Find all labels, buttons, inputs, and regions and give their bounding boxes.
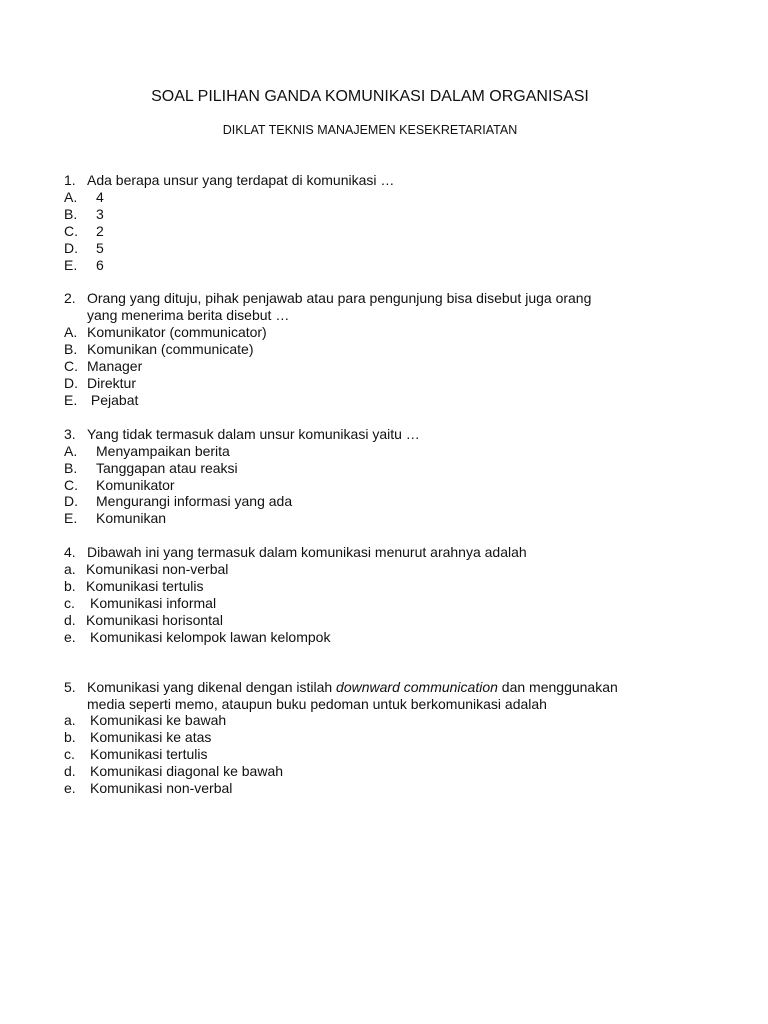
option-d[interactable] <box>64 375 724 392</box>
question-text: Yang tidak termasuk dalam unsur komunikasi yaitu … <box>87 425 420 442</box>
question-number: 4. <box>64 544 76 561</box>
option-letter: B. <box>64 459 78 476</box>
option-c[interactable] <box>64 595 724 612</box>
option-text: Direktur <box>87 374 137 391</box>
option-a[interactable] <box>64 561 724 578</box>
option-text: Komunikasi diagonal ke bawah <box>90 763 284 780</box>
option-text: Komunikasi tertulis <box>90 746 208 763</box>
option-letter: B. <box>64 205 78 222</box>
option-c[interactable] <box>64 358 724 375</box>
option-letter: D. <box>64 239 78 256</box>
question-text-end: dan menggunakan <box>497 678 618 695</box>
option-text: Pejabat <box>87 391 139 408</box>
option-text: 2 <box>96 222 104 239</box>
question-4 <box>64 544 724 645</box>
option-d[interactable] <box>64 612 724 629</box>
option-letter: A. <box>64 324 78 341</box>
option-letter: e. <box>64 628 76 645</box>
question-text <box>87 679 618 696</box>
option-letter: B. <box>64 341 78 358</box>
document-subtitle: DIKLAT TEKNIS MANAJEMEN KESEKRETARIATAN <box>222 123 518 137</box>
option-a[interactable] <box>64 443 724 460</box>
question-text-continued: media seperti memo, ataupun buku pedoman untuk berkomunikasi adalah <box>87 695 547 712</box>
option-b[interactable] <box>64 460 724 477</box>
option-a[interactable] <box>64 324 724 341</box>
option-text: Tanggapan atau reaksi <box>96 459 238 476</box>
question-stem <box>64 679 724 696</box>
option-letter: E. <box>64 391 78 408</box>
question-3 <box>64 426 724 527</box>
option-text: Komunikasi horisontal <box>86 611 223 628</box>
question-stem <box>64 544 724 561</box>
question-text-continued: yang menerima berita disebut … <box>87 307 290 324</box>
question-text: Orang yang dituju, pihak penjawab atau para pengunjung bisa disebut juga orang <box>87 290 592 307</box>
question-text: Ada berapa unsur yang terdapat di komunikasi … <box>87 172 395 188</box>
option-text: Komunikasi kelompok lawan kelompok <box>90 628 331 645</box>
option-letter: C. <box>64 222 78 239</box>
option-d[interactable] <box>64 493 724 510</box>
option-letter: D. <box>64 374 78 391</box>
option-text: Manager <box>87 358 143 375</box>
option-letter: C. <box>64 476 78 493</box>
option-b[interactable] <box>64 341 724 358</box>
option-letter: E. <box>64 256 78 273</box>
question-text-emphasis: downward communication <box>336 678 498 695</box>
option-d[interactable] <box>64 240 724 257</box>
option-letter: b. <box>64 578 76 595</box>
option-a[interactable] <box>64 189 724 206</box>
option-text: 5 <box>96 239 104 256</box>
question-stem <box>64 172 724 189</box>
option-letter: c. <box>64 594 75 611</box>
option-text: Komunikasi non-verbal <box>90 780 233 797</box>
option-e[interactable] <box>64 510 724 527</box>
option-text: Komunikasi ke atas <box>90 729 212 746</box>
document-title: SOAL PILIHAN GANDA KOMUNIKASI DALAM ORGANISASI <box>151 88 589 105</box>
option-text: Komunikator (communicator) <box>87 324 267 341</box>
option-letter: E. <box>64 510 78 527</box>
question-2 <box>64 290 724 408</box>
option-text: Komunikasi ke bawah <box>90 712 227 729</box>
option-text: Komunikan (communicate) <box>87 341 254 358</box>
option-text: 6 <box>96 256 104 273</box>
option-letter: a. <box>64 561 76 578</box>
option-text: Mengurangi informasi yang ada <box>96 493 293 510</box>
option-letter: e. <box>64 780 76 797</box>
option-letter: a. <box>64 712 76 729</box>
option-text: 4 <box>96 188 104 205</box>
option-b[interactable] <box>64 578 724 595</box>
option-text: Komunikasi informal <box>90 594 217 611</box>
option-text: Komunikasi non-verbal <box>86 561 229 578</box>
option-letter: d. <box>64 763 76 780</box>
option-c[interactable] <box>64 746 724 763</box>
question-5 <box>64 679 724 797</box>
question-stem <box>64 426 724 443</box>
question-1 <box>64 172 724 273</box>
option-letter: b. <box>64 729 76 746</box>
option-e[interactable] <box>64 392 724 409</box>
option-letter: c. <box>64 746 75 763</box>
option-letter: C. <box>64 358 78 375</box>
question-number: 2. <box>64 290 76 307</box>
question-text-start: Komunikasi yang dikenal dengan istilah <box>87 678 337 695</box>
option-text: 3 <box>96 205 104 222</box>
option-e[interactable] <box>64 780 724 797</box>
question-number: 1. <box>64 172 76 188</box>
option-e[interactable] <box>64 257 724 274</box>
option-e[interactable] <box>64 629 724 646</box>
question-number: 3. <box>64 425 76 442</box>
option-text: Komunikasi tertulis <box>86 578 204 595</box>
option-letter: d. <box>64 611 76 628</box>
question-text: Dibawah ini yang termasuk dalam komunikasi menurut arahnya adalah <box>87 544 527 561</box>
option-text: Komunikator <box>96 476 175 493</box>
option-text: Menyampaikan berita <box>96 442 230 459</box>
option-d[interactable] <box>64 763 724 780</box>
option-letter: A. <box>64 188 78 205</box>
option-text: Komunikan <box>96 510 167 527</box>
option-b[interactable] <box>64 206 724 223</box>
question-number: 5. <box>64 678 76 695</box>
option-letter: A. <box>64 442 78 459</box>
option-c[interactable] <box>64 223 724 240</box>
option-a[interactable] <box>64 712 724 729</box>
option-b[interactable] <box>64 729 724 746</box>
question-stem <box>64 290 724 307</box>
option-c[interactable] <box>64 477 724 494</box>
question-list <box>64 172 724 797</box>
option-letter: D. <box>64 493 78 510</box>
